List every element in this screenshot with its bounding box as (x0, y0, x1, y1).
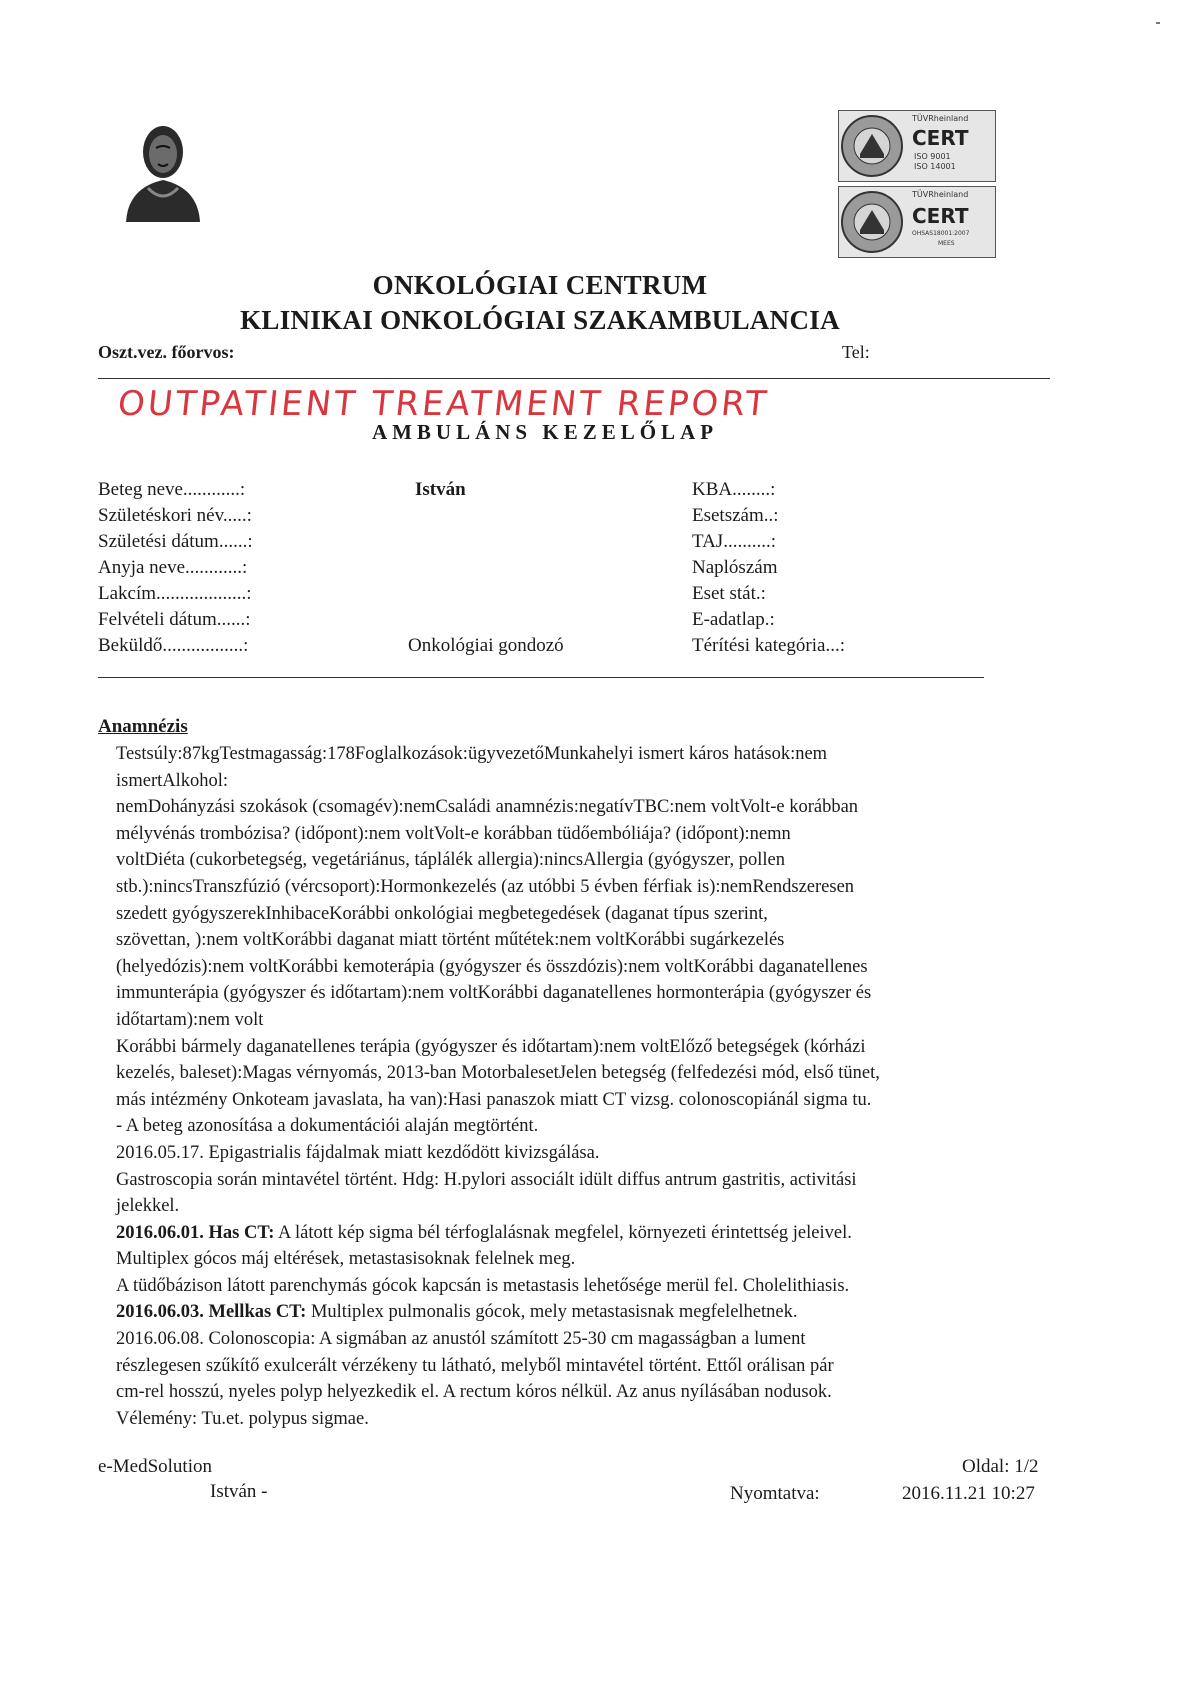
field-label-case-status: Eset stát.: (692, 583, 766, 604)
field-label-mother-name: Anyja neve............: (98, 557, 248, 578)
anamnesis-line: - A beteg azonosítása a dokumentációi alaján megtörtént. (116, 1116, 539, 1137)
anamnesis-line: 2016.05.17. Epigastrialis fájdalmak miatt kezdődött kivizsgálása. (116, 1142, 600, 1163)
cert1-line3: ISO 9001 (914, 152, 951, 161)
divider (98, 677, 984, 678)
cert1-line2: CERT (912, 126, 969, 150)
field-label-log-number: Naplószám (692, 557, 778, 578)
cert1-line1: TÜVRheinland (912, 114, 969, 123)
field-label-admission-date: Felvételi dátum......: (98, 609, 251, 630)
field-label-kba: KBA........: (692, 479, 776, 500)
ct-chest-text: Multiplex pulmonalis gócok, mely metastasisnak megfelelhetnek. (306, 1302, 798, 1323)
field-label-referrer: Beküldő.................: (98, 635, 249, 656)
footer-patient: István - (210, 1481, 268, 1502)
anamnesis-line: nemDohányzási szokások (csomagév):nemCsaládi anamnézis:negatívTBC:nem voltVolt-e korábban (116, 797, 859, 818)
field-value-patient-name: István (415, 479, 466, 500)
ct-chest-date: 2016.06.03. Mellkas CT: (116, 1302, 307, 1323)
anamnesis-line: Gastroscopia során mintavétel történt. Hdg: H.pylori associált idült diffus antrum gastritis, activitási (116, 1169, 857, 1190)
footer-printed-label: Nyomtatva: (730, 1483, 820, 1504)
field-label-patient-name: Beteg neve............: (98, 479, 246, 500)
anamnesis-line: ismertAlkohol: (116, 770, 229, 791)
tel-label: Tel: (842, 342, 870, 362)
anamnesis-line: Korábbi bármely daganatellenes terápia (gyógyszer és időtartam):nem voltElőző betegségek (kórházi (116, 1036, 866, 1057)
anamnesis-line: (helyedózis):nem voltKorábbi kemoterápia (gyógyszer és összdózis):nem voltKorábbi daganatellenes (116, 956, 868, 977)
ct-chest-entry (116, 1299, 1046, 1326)
anamnesis-line: Testsúly:87kgTestmagasság:178Foglalkozások:ügyvezetőMunkahelyi ismert káros hatások:nem (116, 744, 828, 764)
anamnesis-line: A tüdőbázison látott parenchymás gócok kapcsán is metastasis lehetősége merül fel. Cholelithiasis. (116, 1275, 850, 1296)
footer-software: e-MedSolution (98, 1456, 212, 1477)
anamnesis-line: cm-rel hosszú, nyeles polyp helyezkedik el. A rectum kóros nélkül. Az anus nyílásában nodusok. (116, 1382, 832, 1403)
chief-physician-label: Oszt.vez. főorvos: (98, 342, 235, 362)
handwritten-note: OUTPATIENT TREATMENT REPORT (115, 384, 772, 424)
field-label-payment-category: Térítési kategória...: (692, 635, 845, 656)
anamnesis-line: szedett gyógyszerekInhibaceKorábbi onkológiai megbetegedések (daganat típus szerint, (116, 903, 768, 924)
ct-abdomen-date: 2016.06.01. Has CT: (116, 1222, 275, 1243)
anamnesis-line: mélyvénás trombózisa? (időpont):nem voltVolt-e korábban tüdőembóliája? (időpont):nemn (116, 823, 791, 844)
anamnesis-line: stb.):nincsTranszfúzió (vércsoport):Hormonkezelés (az utóbbi 5 évben férfiak is):nemRendszeresen (116, 876, 855, 897)
anamnesis-line: 2016.06.08. Colonoscopia: A sigmában az anustól számított 25-30 cm magasságban a lument (116, 1329, 806, 1350)
cert2-line4: MEES (938, 240, 955, 247)
anamnesis-line: voltDiéta (cukorbetegség, vegetáriánus, táplálék allergia):nincsAllergia (gyógyszer, pollen (116, 850, 785, 871)
anamnesis-line: időtartam):nem volt (116, 1009, 264, 1030)
page-title: ONKOLÓGIAI CENTRUM (372, 270, 708, 300)
field-label-birth-date: Születési dátum......: (98, 531, 253, 552)
footer-page-number: Oldal: 1/2 (962, 1456, 1039, 1477)
cert2-line3: OHSAS18001:2007 (912, 230, 970, 237)
cert1-line4: ISO 14001 (914, 162, 956, 171)
field-value-referrer: Onkológiai gondozó (408, 635, 564, 656)
field-label-birth-name: Születéskori név.....: (98, 505, 252, 526)
ct-abdomen-text: A látott kép sigma bél térfoglalásnak megfelel, környezeti érintettség jeleivel. (274, 1222, 852, 1243)
anamnesis-line: jelekkel. (116, 1196, 180, 1217)
anamnesis-line: szövettan, ):nem voltKorábbi daganat miatt történt műtétek:nem voltKorábbi sugárkezelés (116, 930, 785, 951)
ct-abdomen-entry (116, 1220, 1046, 1247)
anamnesis-line: Multiplex gócos máj eltérések, metastasisoknak felelnek meg. (116, 1249, 576, 1270)
field-label-e-datasheet: E-adatlap.: (692, 609, 775, 630)
form-title: AMBULÁNS KEZELŐLAP (371, 420, 719, 444)
anamnesis-line: más intézmény Onkoteam javaslata, ha van):Hasi panaszok miatt CT vizsg. colonoscopiánál sigma tu. (116, 1089, 872, 1110)
footer-printed-date: 2016.11.21 10:27 (902, 1483, 1035, 1504)
anamnesis-line: Vélemény: Tu.et. polypus sigmae. (116, 1408, 369, 1429)
scan-speck (1156, 22, 1160, 24)
anamnesis-line: immunterápia (gyógyszer és időtartam):nem voltKorábbi daganatellenes hormonterápia (gyógyszer és (116, 983, 872, 1004)
anamnesis-line: kezelés, baleset):Magas vérnyomás, 2013-ban MotorbalesetJelen betegség (felfedezési mód, első tünet, (116, 1063, 880, 1084)
field-label-address: Lakcím...................: (98, 583, 252, 604)
anamnesis-line: részlegesen szűkítő exulcerált vérzékeny tu látható, melyből mintavétel történt. Ettől orálisan pár (116, 1355, 834, 1376)
portrait-bust-logo-icon (118, 118, 208, 226)
field-label-taj: TAJ..........: (692, 531, 776, 552)
cert2-line2: CERT (912, 204, 969, 228)
section-heading-anamnesis: Anamnézis (98, 716, 188, 737)
anamnesis-body (116, 741, 1046, 1432)
cert2-line1: TÜVRheinland (912, 190, 969, 199)
page-subtitle-clinic: KLINIKAI ONKOLÓGIAI SZAKAMBULANCIA (240, 305, 840, 335)
field-label-case-number: Esetszám..: (692, 505, 779, 526)
divider (98, 378, 1050, 379)
